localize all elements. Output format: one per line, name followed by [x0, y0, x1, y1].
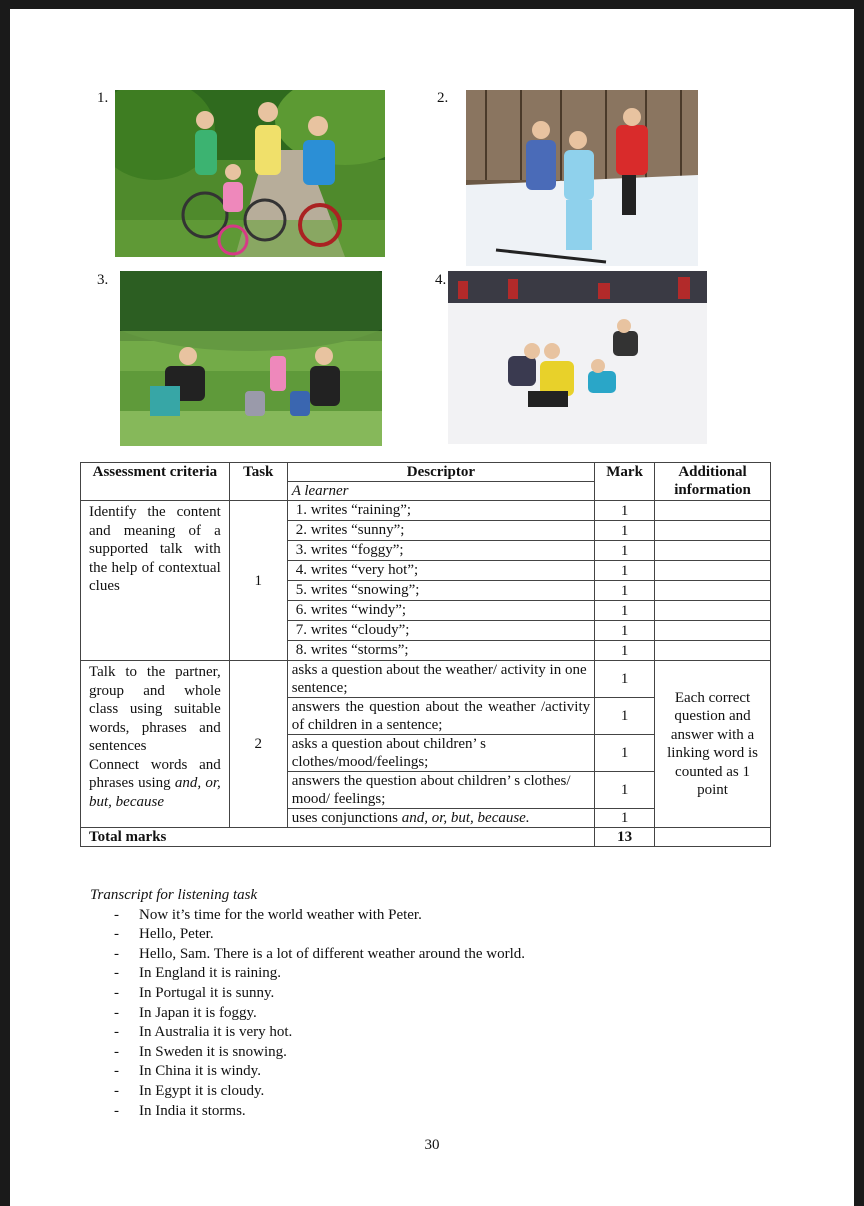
task1-number: 1	[229, 501, 287, 661]
additional-cell	[655, 561, 771, 581]
photo-family-skiing	[466, 90, 698, 266]
photo-number-2: 2.	[437, 90, 449, 106]
mark-cell: 1	[595, 541, 655, 561]
transcript-line: - Hello, Peter.	[114, 926, 214, 943]
descriptor-row: answers the question about children’ s clothes/ mood/ feelings;	[287, 772, 594, 809]
page-number: 30	[424, 1137, 440, 1153]
descriptor-row: answers the question about the weather /activity of children in a sentence;	[287, 698, 594, 735]
header-mark: Mark	[595, 463, 655, 501]
document-page	[10, 9, 854, 1206]
photo-children-sledging	[448, 271, 707, 444]
transcript-line: - Hello, Sam. There is a lot of different weather around the world.	[114, 945, 525, 962]
transcript-line: - In Egypt it is cloudy.	[114, 1082, 265, 1099]
transcript-line: - In Australia it is very hot.	[114, 1024, 293, 1041]
descriptor-row	[287, 809, 594, 828]
assessment-table	[80, 462, 771, 847]
additional-cell	[655, 621, 771, 641]
learner-label: A learner	[287, 482, 594, 501]
descriptor-row: 8. writes “storms”;	[287, 641, 594, 661]
transcript-line: - In Portugal it is sunny.	[114, 984, 275, 1001]
descriptor-row: 5. writes “snowing”;	[287, 581, 594, 601]
additional-cell	[655, 501, 771, 521]
descriptor-row: 1. writes “raining”;	[287, 501, 594, 521]
transcript	[90, 886, 525, 1121]
descriptor-row: 3. writes “foggy”;	[287, 541, 594, 561]
mark-cell: 1	[595, 621, 655, 641]
descriptor-row: asks a question about the weather/ activity in one sentence;	[287, 661, 594, 698]
transcript-line: - In England it is raining.	[114, 965, 282, 982]
transcript-line: - In Japan it is foggy.	[114, 1004, 257, 1021]
task2-criteria-connect: Connect words and phrases using	[89, 756, 221, 791]
descriptor-row: 6. writes “windy”;	[287, 601, 594, 621]
photo-number-3: 3.	[97, 272, 109, 288]
task1-criteria: Identify the content and meaning of a supported talk with the help of contextual clues	[81, 501, 230, 661]
task2-criteria-talk: Talk to the partner, group and whole class using suitable words, phrases and sentences	[89, 664, 221, 754]
mark-cell: 1	[595, 501, 655, 521]
header-task: Task	[229, 463, 287, 501]
mark-cell: 1	[595, 698, 655, 735]
additional-cell	[655, 641, 771, 661]
transcript-line: - In India it storms.	[114, 1102, 246, 1119]
transcript-lines	[90, 906, 525, 1122]
task2-number: 2	[229, 661, 287, 828]
task2-criteria	[81, 661, 230, 828]
additional-cell	[655, 541, 771, 561]
photo-number-4: 4.	[435, 272, 447, 288]
additional-cell	[655, 601, 771, 621]
mark-cell: 1	[595, 641, 655, 661]
conjunctions-italic: and, or, but, because.	[401, 810, 530, 826]
mark-cell: 1	[595, 735, 655, 772]
transcript-heading: Transcript for listening task	[90, 887, 258, 903]
additional-cell	[655, 581, 771, 601]
photo-family-picnic	[120, 271, 382, 446]
photo-family-cycling	[115, 90, 385, 257]
descriptor-row: asks a question about children’ s clothes/mood/feelings;	[287, 735, 594, 772]
header-assessment-criteria: Assessment criteria	[81, 463, 230, 501]
mark-cell: 1	[595, 661, 655, 698]
task2-criteria-conjunctions: and, or, but, because	[89, 775, 221, 810]
descriptor-row: 7. writes “cloudy”;	[287, 621, 594, 641]
mark-cell: 1	[595, 581, 655, 601]
task2-additional-information: Each correct question and answer with a linking word is counted as 1 point	[655, 661, 771, 828]
mark-cell: 1	[595, 601, 655, 621]
mark-cell: 1	[595, 561, 655, 581]
mark-cell: 1	[595, 772, 655, 809]
descriptor-row: 4. writes “very hot”;	[287, 561, 594, 581]
mark-cell: 1	[595, 809, 655, 828]
total-marks-label: Total marks	[81, 828, 595, 847]
total-marks-value: 13	[595, 828, 655, 847]
mark-cell: 1	[595, 521, 655, 541]
transcript-line: - In China it is windy.	[114, 1063, 261, 1080]
photo-number-1: 1.	[97, 90, 109, 106]
header-descriptor: Descriptor	[287, 463, 594, 482]
total-additional-cell	[655, 828, 771, 847]
descriptor-row: 2. writes “sunny”;	[287, 521, 594, 541]
additional-cell	[655, 521, 771, 541]
transcript-line: - In Sweden it is snowing.	[114, 1043, 287, 1060]
transcript-line: - Now it’s time for the world weather with Peter.	[114, 906, 422, 923]
header-additional-information: Additional information	[655, 463, 771, 501]
conjunctions-prefix: uses conjunctions	[291, 810, 402, 826]
